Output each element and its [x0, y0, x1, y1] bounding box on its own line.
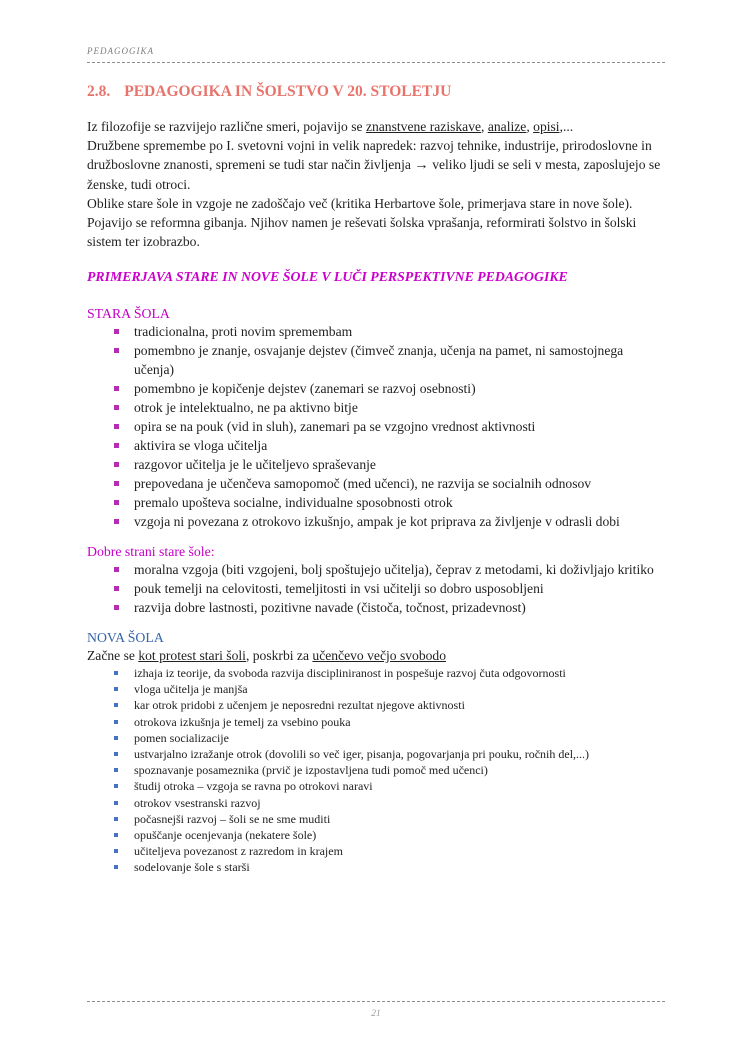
intro-p1-sep: , [481, 119, 488, 134]
list-item: pomembno je kopičenje dejstev (zanemari se razvoj osebnosti) [87, 379, 665, 398]
page-footer [87, 1001, 665, 1021]
list-item: otrokova izkušnja je temelj za vsebino pouka [87, 714, 665, 730]
nova-lead-text: , poskrbi za [245, 648, 313, 663]
list-item: prepovedana je učenčeva samopomoč (med učenci), ne razvija se socialnih odnosov [87, 474, 665, 493]
list-item: vloga učitelja je manjša [87, 681, 665, 697]
page-header [87, 0, 665, 63]
list-item: vzgoja ni povezana z otrokovo izkušnjo, ampak je kot priprava za življenje v odrasli dobi [87, 512, 665, 531]
list-item: učiteljeva povezanost z razredom in krajem [87, 843, 665, 859]
list-item: tradicionalna, proti novim spremembam [87, 322, 665, 341]
intro-p2-tail: veliko ljudi se seli v mesta, zaposlujejo se ženske, tudi otroci. [87, 157, 661, 192]
underlined-term: analize [487, 119, 527, 134]
list-item: pomen socializacije [87, 730, 665, 746]
list-item: razvija dobre lastnosti, pozitivne navade (čistoča, točnost, prizadevnost) [87, 598, 665, 617]
right-arrow-glyph: → [414, 157, 429, 173]
list-item: otrokov vsestranski razvoj [87, 795, 665, 811]
intro-p1-tail: ,... [559, 119, 574, 134]
section-number: 2.8. [87, 83, 111, 100]
list-item: pouk temelji na celovitosti, temeljitosti in vsi učitelji so dobro usposobljeni [87, 579, 665, 598]
intro-paragraph-1 [87, 117, 665, 136]
list-item: izhaja iz teorije, da svoboda razvija discipliniranost in pospešuje razvoj čuta odgovornosti [87, 665, 665, 681]
intro-block [87, 117, 665, 251]
list-item: opuščanje ocenjevanja (nekatere šole) [87, 827, 665, 843]
intro-paragraph-4: Pojavijo se reformna gibanja. Njihov namen je reševati šolska vprašanja, reformirati šolstvo in šolski sistem ter izobrazbo. [87, 215, 637, 249]
dobre-strani-list [87, 560, 665, 617]
page-title [87, 83, 665, 101]
underlined-term: znanstvene raziskave [365, 119, 482, 134]
list-item: aktivira se vloga učitelja [87, 436, 665, 455]
nova-sola-list [87, 665, 665, 876]
list-item: premalo upošteva socialne, individualne sposobnosti otrok [87, 493, 665, 512]
list-item: spoznavanje posameznika (prvič je izpostavljena tudi pomoč med učenci) [87, 762, 665, 778]
intro-p1-text: Iz filozofije se razvijejo različne smeri, pojavijo se [87, 119, 366, 134]
underlined-term: učenčevo večjo svobodo [312, 648, 447, 663]
intro-p1-sep: , [526, 119, 534, 134]
page-number: 21 [371, 1009, 381, 1019]
list-item: kar otrok pridobi z učenjem je neposredni rezultat njegove aktivnosti [87, 697, 665, 713]
list-item: opira se na pouk (vid in sluh), zanemari pa se vzgojno vrednost aktivnosti [87, 417, 665, 436]
underlined-term: opisi [533, 119, 560, 134]
intro-paragraph-2 [87, 136, 665, 194]
intro-p2-text: Družbene spremembe po I. svetovni vojni in velik napredek: razvoj tehnike, industrije, prirodoslovne in družboslovne znanosti, spremeni se tudi star način življenja [87, 138, 652, 172]
dobre-strani-heading: Dobre strani stare šole: [87, 544, 215, 559]
nova-sola-lead [87, 646, 665, 665]
list-item: otrok je intelektualno, ne pa aktivno bitje [87, 398, 665, 417]
stara-sola-list [87, 322, 665, 531]
list-item: pomembno je znanje, osvajanje dejstev (čimveč znanja, učenja na pamet, ni samostojnega učenja) [87, 341, 665, 379]
intro-paragraph-3: Oblike stare šole in vzgoje ne zadoščajo več (kritika Herbartove šole, primerjava stare in nove šole). [87, 196, 633, 211]
list-item: sodelovanje šole s starši [87, 859, 665, 875]
list-item: počasnejši razvoj – šoli se ne sme muditi [87, 811, 665, 827]
comparison-heading: PRIMERJAVA STARE IN NOVE ŠOLE V LUČI PERSPEKTIVNE PEDAGOGIKE [87, 269, 568, 284]
section-title: PEDAGOGIKA IN ŠOLSTVO V 20. STOLETJU [124, 83, 452, 100]
nova-lead-text: Začne se [87, 648, 139, 663]
list-item: razgovor učitelja je le učiteljevo spraševanje [87, 455, 665, 474]
underlined-term: kot protest stari šoli [138, 648, 246, 663]
header-title: PEDAGOGIKA [87, 46, 154, 56]
list-item: ustvarjalno izražanje otrok (dovolili so več iger, pisanja, pogovarjanja pri pouku, ročnih del,...) [87, 746, 665, 762]
list-item: študij otroka – vzgoja se ravna po otrokovi naravi [87, 778, 665, 794]
nova-sola-heading: NOVA ŠOLA [87, 630, 164, 645]
list-item: moralna vzgoja (biti vzgojeni, bolj spoštujejo učitelja), čeprav z metodami, ki doživljajo kritiko [87, 560, 665, 579]
stara-sola-heading: STARA ŠOLA [87, 306, 170, 321]
document-page [87, 0, 665, 876]
